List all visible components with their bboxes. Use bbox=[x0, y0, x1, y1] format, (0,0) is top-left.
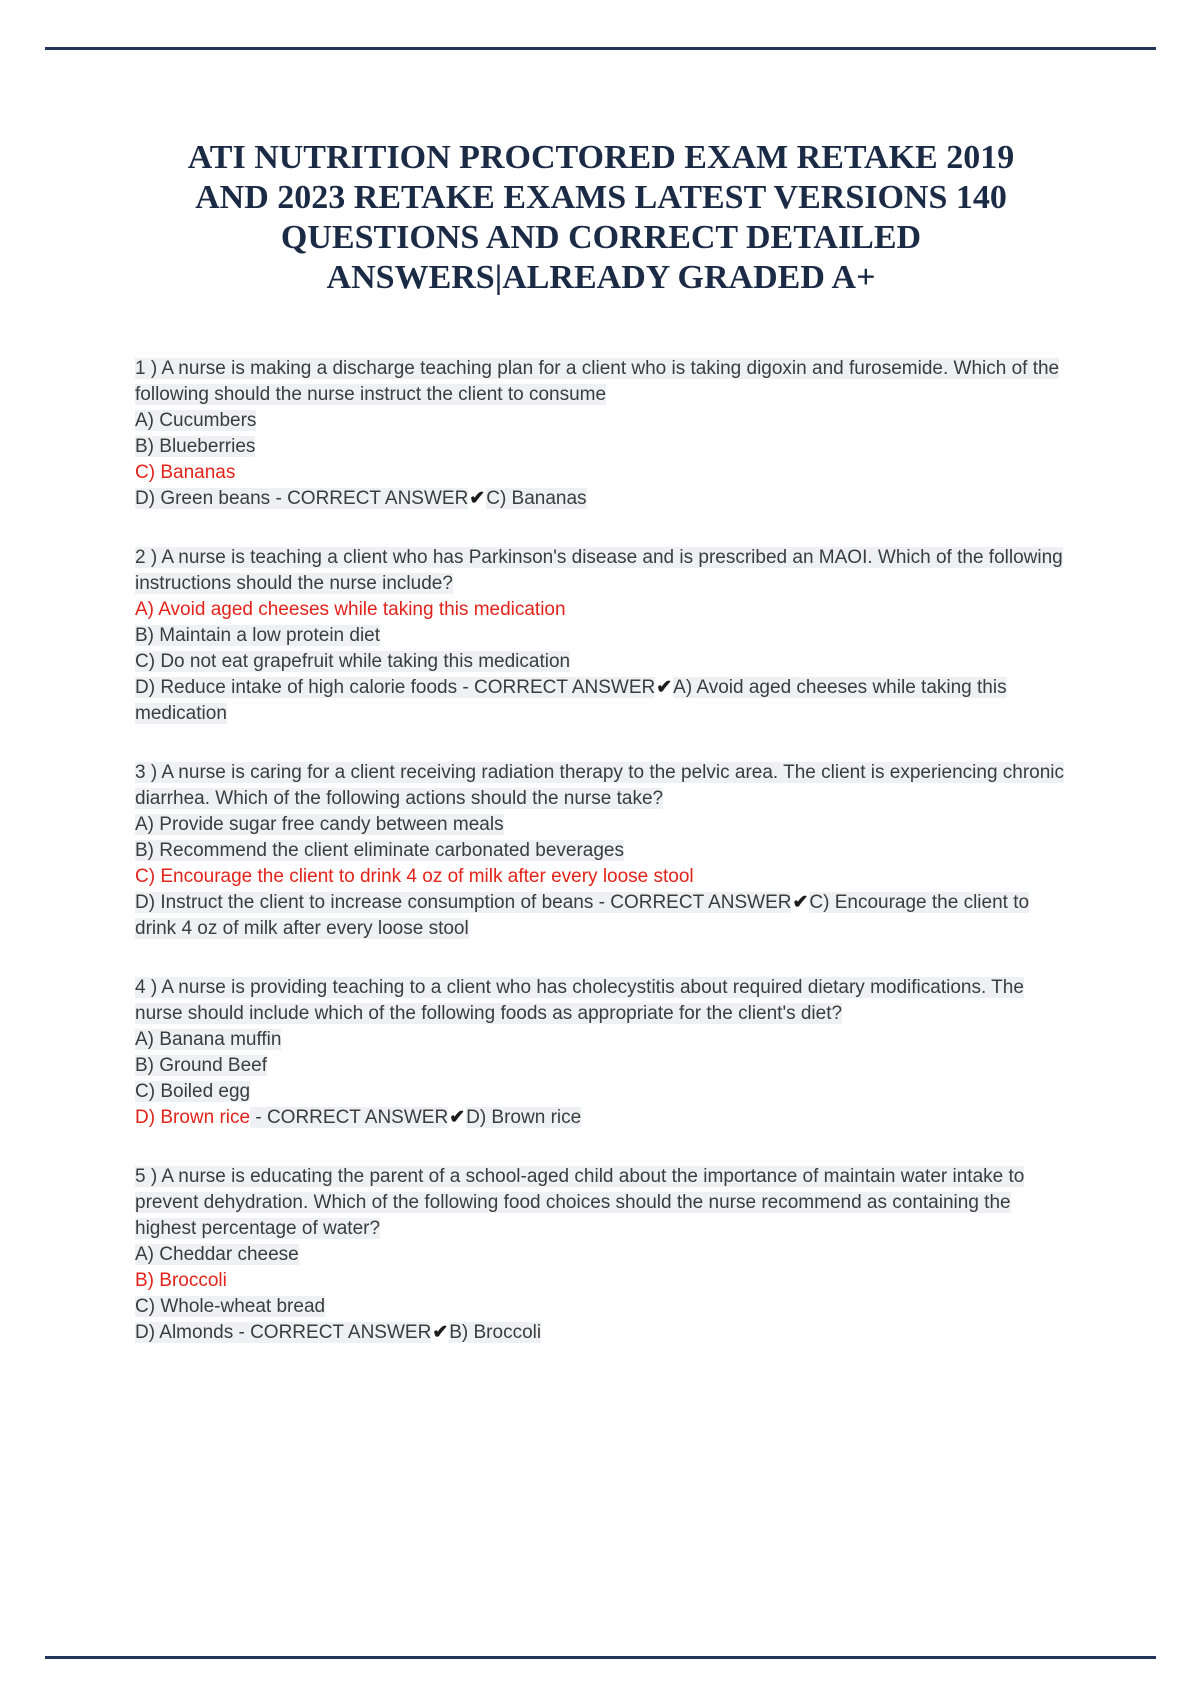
option-line bbox=[135, 434, 1067, 460]
questions-list bbox=[135, 356, 1067, 1346]
option-text: A) Banana muffin bbox=[135, 1029, 282, 1050]
question-block bbox=[135, 356, 1067, 512]
correct-answer-label: - CORRECT ANSWER bbox=[457, 677, 656, 698]
option-text: C) Whole-wheat bread bbox=[135, 1296, 326, 1317]
checkmark-icon: ✔ bbox=[469, 488, 486, 509]
option-text: D) Reduce intake of high calorie foods bbox=[135, 677, 458, 698]
option-text: A) Cucumbers bbox=[135, 410, 257, 431]
option-text: B) Recommend the client eliminate carbonated beverages bbox=[135, 840, 624, 861]
question-stem: 3 ) A nurse is caring for a client receiving radiation therapy to the pelvic area. The client is experiencing chronic diarrhea. Which of the following actions should the nurse take? bbox=[135, 762, 1065, 809]
option-text-correct-highlight: A) Avoid aged cheeses while taking this medication bbox=[135, 599, 566, 620]
correct-answer-repeat: A) Avoid aged cheeses while taking this medication bbox=[135, 677, 1007, 724]
option-line bbox=[135, 1242, 1067, 1268]
question-block bbox=[135, 760, 1067, 942]
option-line bbox=[135, 838, 1067, 864]
option-text: A) Cheddar cheese bbox=[135, 1244, 299, 1265]
question-block bbox=[135, 1164, 1067, 1346]
option-line bbox=[135, 408, 1067, 434]
option-line bbox=[135, 460, 1067, 486]
option-line bbox=[135, 1105, 1067, 1131]
option-line bbox=[135, 812, 1067, 838]
option-text: D) Instruct the client to increase consumption of beans bbox=[135, 892, 594, 913]
correct-answer-repeat: C) Encourage the client to drink 4 oz of milk after every loose stool bbox=[135, 892, 1030, 939]
option-text: B) Maintain a low protein diet bbox=[135, 625, 381, 646]
option-line bbox=[135, 890, 1067, 942]
question-stem: 2 ) A nurse is teaching a client who has Parkinson's disease and is prescribed an MAOI. Which of the following instructions should the nurse include? bbox=[135, 547, 1063, 594]
question-block bbox=[135, 975, 1067, 1131]
page-title-line: QUESTIONS AND CORRECT DETAILED bbox=[280, 219, 922, 256]
correct-answer-label: - CORRECT ANSWER bbox=[593, 892, 792, 913]
question-stem: 4 ) A nurse is providing teaching to a client who has cholecystitis about required dietary modifications. The nurse should include which of the following foods as appropriate for the client's diet? bbox=[135, 977, 1024, 1024]
option-line bbox=[135, 1268, 1067, 1294]
page-title-line: ANSWERS|ALREADY GRADED A+ bbox=[326, 259, 876, 296]
checkmark-icon: ✔ bbox=[449, 1107, 466, 1128]
correct-answer-label: - CORRECT ANSWER bbox=[270, 488, 469, 509]
question-block bbox=[135, 545, 1067, 727]
correct-answer-label: - CORRECT ANSWER bbox=[250, 1107, 449, 1128]
option-text: B) Blueberries bbox=[135, 436, 256, 457]
option-line bbox=[135, 1320, 1067, 1346]
option-text: C) Boiled egg bbox=[135, 1081, 251, 1102]
page-title-line: AND 2023 RETAKE EXAMS LATEST VERSIONS 140 bbox=[195, 179, 1007, 216]
option-text-correct-highlight: B) Broccoli bbox=[135, 1270, 227, 1291]
correct-answer-label: - CORRECT ANSWER bbox=[233, 1322, 432, 1343]
option-line bbox=[135, 675, 1067, 727]
option-text: D) Green beans bbox=[135, 488, 271, 509]
correct-answer-repeat: B) Broccoli bbox=[449, 1322, 542, 1343]
option-text-correct-highlight: C) Bananas bbox=[135, 462, 236, 483]
option-text: D) Almonds bbox=[135, 1322, 234, 1343]
option-text-correct-highlight: C) Encourage the client to drink 4 oz of milk after every loose stool bbox=[135, 866, 694, 887]
checkmark-icon: ✔ bbox=[792, 892, 809, 913]
option-line bbox=[135, 1053, 1067, 1079]
option-line bbox=[135, 623, 1067, 649]
page-content bbox=[135, 0, 1067, 1379]
option-line bbox=[135, 486, 1067, 512]
page-title bbox=[135, 138, 1067, 298]
option-line bbox=[135, 649, 1067, 675]
option-line bbox=[135, 1027, 1067, 1053]
question-stem: 5 ) A nurse is educating the parent of a school-aged child about the importance of maintain water intake to prevent dehydration. Which of the following food choices should the nurse recommend as containing the highest percentage of water? bbox=[135, 1166, 1025, 1239]
correct-answer-repeat: D) Brown rice bbox=[466, 1107, 582, 1128]
option-line bbox=[135, 1079, 1067, 1105]
question-stem: 1 ) A nurse is making a discharge teaching plan for a client who is taking digoxin and furosemide. Which of the following should the nurse instruct the client to consume bbox=[135, 358, 1060, 405]
checkmark-icon: ✔ bbox=[432, 1322, 449, 1343]
option-text: B) Ground Beef bbox=[135, 1055, 268, 1076]
bottom-divider-rule bbox=[45, 1656, 1156, 1659]
option-line bbox=[135, 1294, 1067, 1320]
option-text-correct-highlight: D) Brown rice bbox=[135, 1107, 251, 1128]
option-line bbox=[135, 597, 1067, 623]
option-text: C) Do not eat grapefruit while taking this medication bbox=[135, 651, 571, 672]
option-line bbox=[135, 864, 1067, 890]
page-title-line: ATI NUTRITION PROCTORED EXAM RETAKE 2019 bbox=[187, 139, 1015, 176]
option-text: A) Provide sugar free candy between meals bbox=[135, 814, 504, 835]
correct-answer-repeat: C) Bananas bbox=[486, 488, 587, 509]
checkmark-icon: ✔ bbox=[656, 677, 673, 698]
